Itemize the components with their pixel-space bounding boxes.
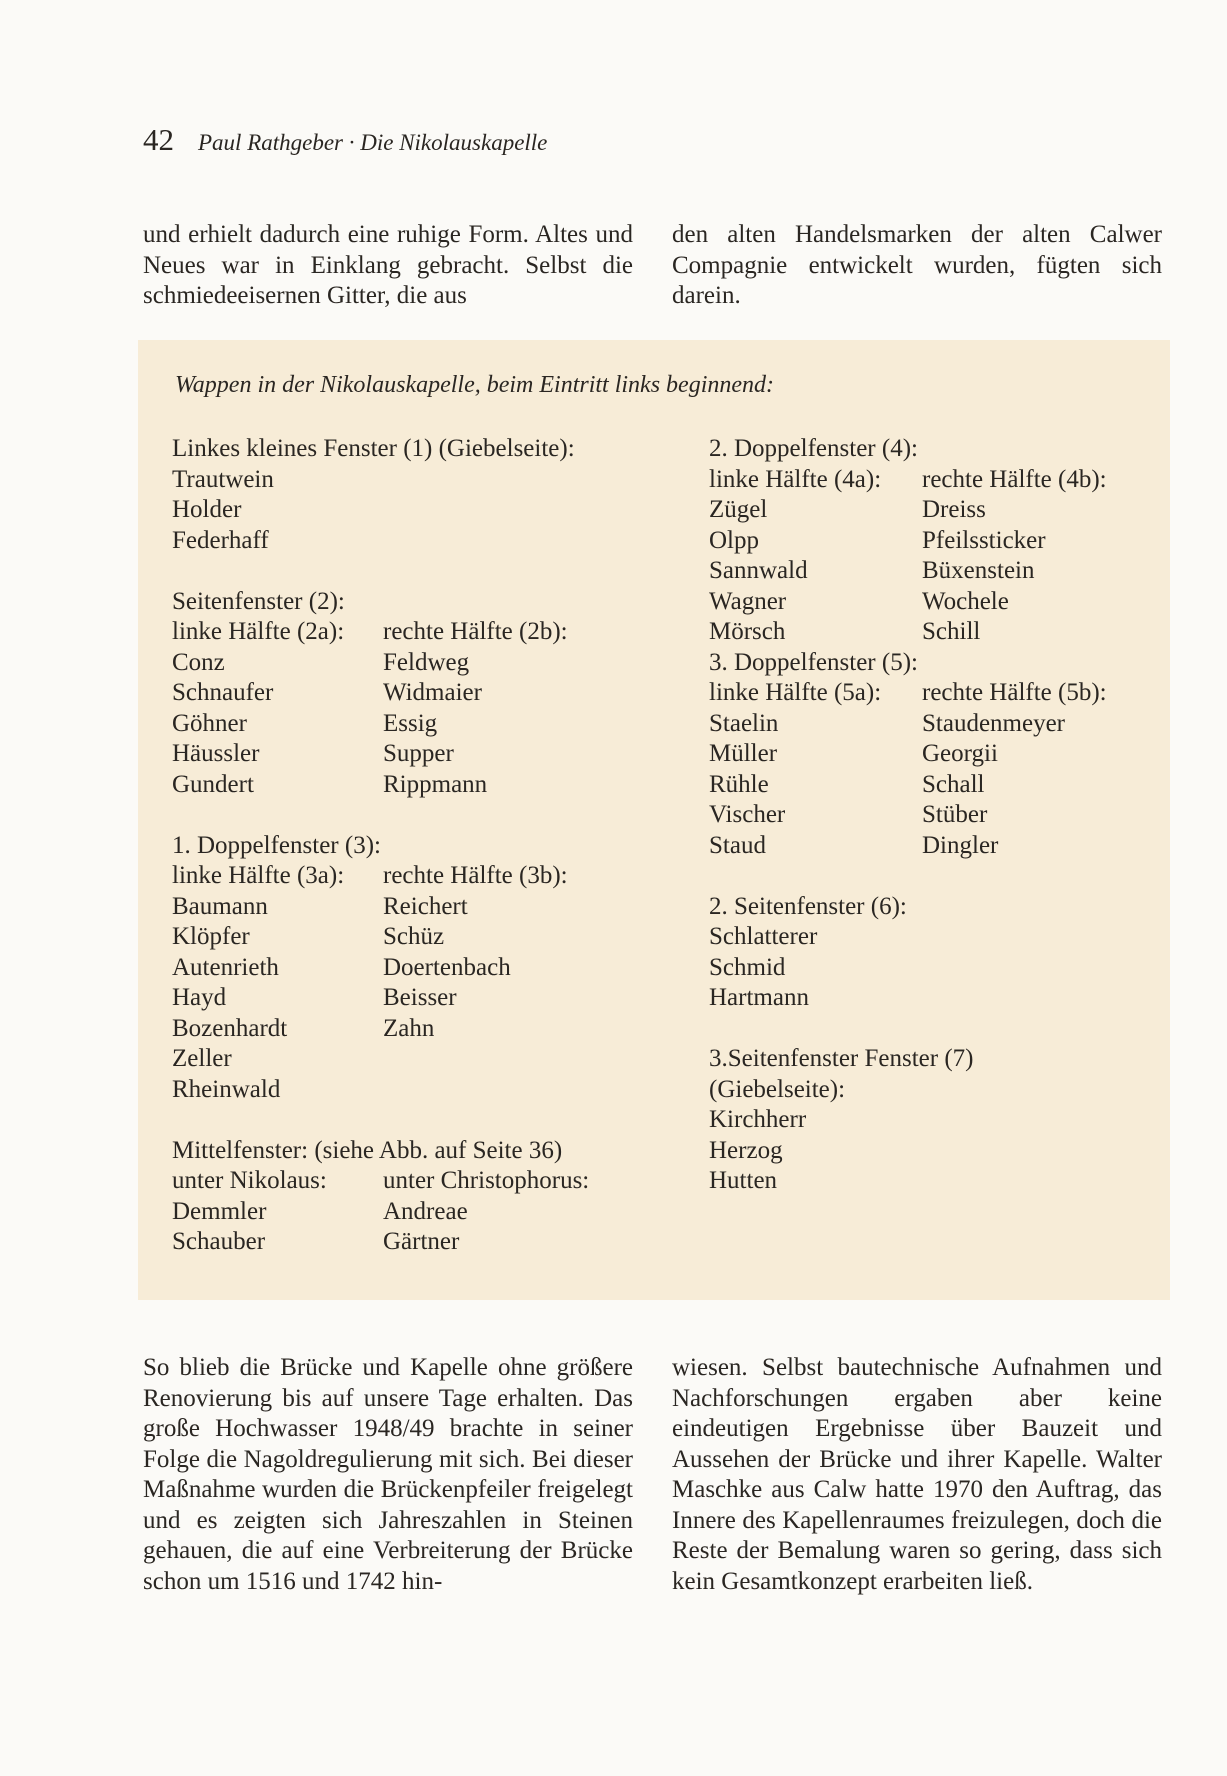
wappen-line — [709, 892, 1107, 923]
list-spacer — [172, 556, 589, 587]
page-header — [143, 122, 547, 158]
wappen-entry: Vischer — [709, 801, 786, 828]
wappen-entry: 2. Doppelfenster (4): — [709, 435, 918, 462]
wappen-entry-right: Wochele — [922, 587, 1009, 615]
wappen-line — [709, 648, 1107, 679]
wappen-entry-right: Doertenbach — [383, 953, 511, 981]
wappen-entry-right: Dingler — [922, 831, 999, 859]
wappen-line — [709, 739, 1107, 770]
wappen-entry-right: Dreiss — [922, 496, 986, 523]
wappen-entry: Baumann — [172, 892, 268, 920]
wappen-line — [172, 709, 589, 740]
wappen-entry: Müller — [709, 740, 778, 767]
wappen-line — [172, 465, 589, 496]
wappen-line — [709, 953, 1107, 984]
wappen-entry: Zügel — [709, 496, 768, 523]
wappen-line — [172, 1014, 589, 1045]
wappen-entry: Schauber — [172, 1228, 266, 1255]
wappen-line — [172, 678, 589, 709]
wappen-entry: Schnaufer — [172, 679, 274, 706]
wappen-line — [709, 1044, 1107, 1075]
wappen-line — [709, 983, 1107, 1014]
wappen-line — [709, 922, 1107, 953]
list-spacer — [709, 1014, 1107, 1045]
wappen-entry: Linkes kleines Fenster (1) (Giebelseite): — [172, 435, 575, 462]
wappen-entry-right: Pfeilssticker — [922, 526, 1046, 554]
wappen-entry: 3. Doppelfenster (5): — [709, 648, 918, 676]
closing-left-paragraph: So blieb die Brücke und Kapelle ohne größere Renovierung bis auf unsere Tage erhalten. Das große Hochwasser 1948/49 brachte in seiner Folge die Nagoldregulierung mit sich. Bei dieser Maßnahme wurden die Brückenpfeiler freigelegt und es zeigten sich Jahreszahlen in Steinen gehauen, die auf eine Verbreiterung der Brücke schon um 1516 und 1742 hin- — [143, 1354, 633, 1595]
wappen-entry-right: rechte Hälfte (4b): — [922, 465, 1107, 493]
wappen-entry: Hayd — [172, 984, 227, 1011]
wappen-entry-right: rechte Hälfte (5b): — [922, 679, 1107, 706]
wappen-entry-right: Beisser — [383, 984, 457, 1011]
wappen-line — [172, 1166, 589, 1197]
wappen-line — [709, 831, 1107, 862]
wappen-entry-right: Stüber — [922, 801, 988, 828]
wappen-line — [709, 465, 1107, 496]
wappen-entry: Trautwein — [172, 465, 274, 493]
wappen-entry-right: Schill — [922, 618, 981, 645]
list-spacer — [172, 1105, 589, 1136]
wappen-line — [172, 861, 589, 892]
wappen-line — [709, 587, 1107, 618]
wappen-entry: unter Nikolaus: — [172, 1167, 327, 1194]
wappen-line — [172, 922, 589, 953]
wappen-line — [709, 800, 1107, 831]
wappen-entry-right: Supper — [383, 740, 454, 767]
wappen-entry-right: Essig — [383, 709, 438, 737]
closing-right-paragraph: wiesen. Selbst bautechnische Aufnahmen und Nachforschungen ergaben aber keine eindeutigen Ergebnisse über Bauzeit und Aussehen der Brücke und ihrer Kapelle. Walter Maschke aus Calw hatte 1970 den Auftrag, das Innere des Kapellenraumes freizulegen, doch die Reste der Bemalung waren so gering, dass sich kein Gesamtkonzept erarbeiten ließ. — [672, 1354, 1162, 1595]
wappen-entry: 1. Doppelfenster (3): — [172, 831, 381, 859]
wappen-line — [709, 770, 1107, 801]
wappen-entry: Mörsch — [709, 618, 786, 645]
wappen-line — [709, 1075, 1107, 1106]
wappen-line — [709, 526, 1107, 557]
wappen-line — [172, 892, 589, 923]
wappen-entry: 3.Seitenfenster Fenster (7) — [709, 1045, 974, 1072]
page-number: 42 — [143, 122, 174, 157]
wappen-entry: Autenrieth — [172, 953, 279, 981]
wappen-entry: Schmid — [709, 953, 786, 981]
wappen-entry-right: Staudenmeyer — [922, 709, 1066, 737]
intro-left-paragraph: und erhielt dadurch eine ruhige Form. Altes und Neues war in Einklang gebracht. Selbst die schmiedeeisernen Gitter, die aus — [143, 221, 633, 309]
closing-right-column — [672, 1353, 1162, 1597]
wappen-entry: Herzog — [709, 1136, 783, 1164]
wappen-entry: Staelin — [709, 709, 779, 737]
wappen-entry-right: Georgii — [922, 740, 998, 767]
wappen-line — [172, 983, 589, 1014]
wappen-entry: linke Hälfte (3a): — [172, 862, 345, 889]
wappen-entry-right: Gärtner — [383, 1228, 460, 1255]
closing-left-column — [143, 1353, 633, 1597]
wappen-entry: Kirchherr — [709, 1106, 807, 1133]
wappen-line — [709, 1105, 1107, 1136]
wappen-entry: Häussler — [172, 740, 260, 767]
intro-right-column — [672, 220, 1162, 312]
intro-left-column — [143, 220, 633, 312]
wappen-line — [172, 1075, 589, 1106]
wappen-entry-right: Rippmann — [383, 770, 488, 798]
wappen-entry-right: rechte Hälfte (2b): — [383, 618, 568, 645]
wappen-line — [172, 1227, 589, 1258]
wappen-entry: Wagner — [709, 587, 787, 615]
wappen-entry-right: Reichert — [383, 892, 468, 920]
wappen-line — [172, 739, 589, 770]
wappen-entry: Schlatterer — [709, 923, 818, 950]
wappen-line — [709, 1166, 1107, 1197]
list-spacer — [709, 861, 1107, 892]
wappen-entry: Klöpfer — [172, 923, 250, 950]
wappen-line — [172, 953, 589, 984]
wappen-entry: Rheinwald — [172, 1075, 281, 1103]
wappen-line — [172, 617, 589, 648]
wappen-entry: Holder — [172, 496, 242, 523]
wappen-entry: Federhaff — [172, 526, 269, 554]
wappen-caption: Wappen in der Nikolauskapelle, beim Eintritt links beginnend: — [175, 372, 775, 398]
wappen-line — [172, 1197, 589, 1228]
wappen-right-list — [709, 434, 1107, 1197]
wappen-entry-right: unter Christophorus: — [383, 1167, 590, 1194]
wappen-entry-right: rechte Hälfte (3b): — [383, 862, 568, 889]
wappen-line — [172, 648, 589, 679]
wappen-entry: Sannwald — [709, 557, 808, 584]
wappen-entry-right: Widmaier — [383, 679, 482, 706]
wappen-entry: Seitenfenster (2): — [172, 587, 345, 615]
wappen-entry: linke Hälfte (4a): — [709, 465, 882, 493]
wappen-entry-right: Zahn — [383, 1014, 435, 1042]
wappen-line — [172, 495, 589, 526]
wappen-entry: Rühle — [709, 770, 769, 798]
wappen-entry: linke Hälfte (5a): — [709, 679, 882, 706]
running-title: Paul Rathgeber · Die Nikolauskapelle — [198, 130, 548, 155]
wappen-entry-right: Andreae — [383, 1197, 468, 1225]
wappen-line — [172, 526, 589, 557]
wappen-left-list — [172, 434, 589, 1258]
wappen-line — [709, 709, 1107, 740]
wappen-entry: 2. Seitenfenster (6): — [709, 892, 907, 920]
wappen-entry: Hutten — [709, 1167, 778, 1194]
wappen-line — [172, 1136, 589, 1167]
wappen-line — [172, 770, 589, 801]
wappen-entry: Staud — [709, 831, 766, 859]
wappen-entry: (Giebelseite): — [709, 1075, 846, 1103]
wappen-line — [172, 831, 589, 862]
wappen-line — [709, 1136, 1107, 1167]
wappen-line — [709, 556, 1107, 587]
wappen-entry: Gundert — [172, 770, 254, 798]
wappen-entry: Mittelfenster: (siehe Abb. auf Seite 36) — [172, 1136, 563, 1164]
wappen-entry: Olpp — [709, 526, 759, 554]
wappen-entry: Conz — [172, 648, 225, 676]
intro-right-paragraph: den alten Handelsmarken der alten Calwer Compagnie entwickelt wurden, fügten sich darein. — [672, 221, 1162, 309]
wappen-entry-right: Schüz — [383, 923, 445, 950]
wappen-line — [172, 1044, 589, 1075]
wappen-line — [709, 678, 1107, 709]
wappen-entry: Bozenhardt — [172, 1014, 288, 1042]
wappen-entry: Hartmann — [709, 984, 809, 1011]
wappen-entry: linke Hälfte (2a): — [172, 618, 345, 645]
wappen-entry: Göhner — [172, 709, 247, 737]
wappen-line — [172, 587, 589, 618]
wappen-entry-right: Feldweg — [383, 648, 470, 676]
wappen-line — [709, 495, 1107, 526]
wappen-line — [172, 434, 589, 465]
wappen-entry-right: Schall — [922, 770, 985, 798]
list-spacer — [172, 800, 589, 831]
wappen-line — [709, 434, 1107, 465]
wappen-entry: Demmler — [172, 1197, 267, 1225]
wappen-entry-right: Büxenstein — [922, 557, 1035, 584]
wappen-entry: Zeller — [172, 1045, 232, 1072]
wappen-line — [709, 617, 1107, 648]
